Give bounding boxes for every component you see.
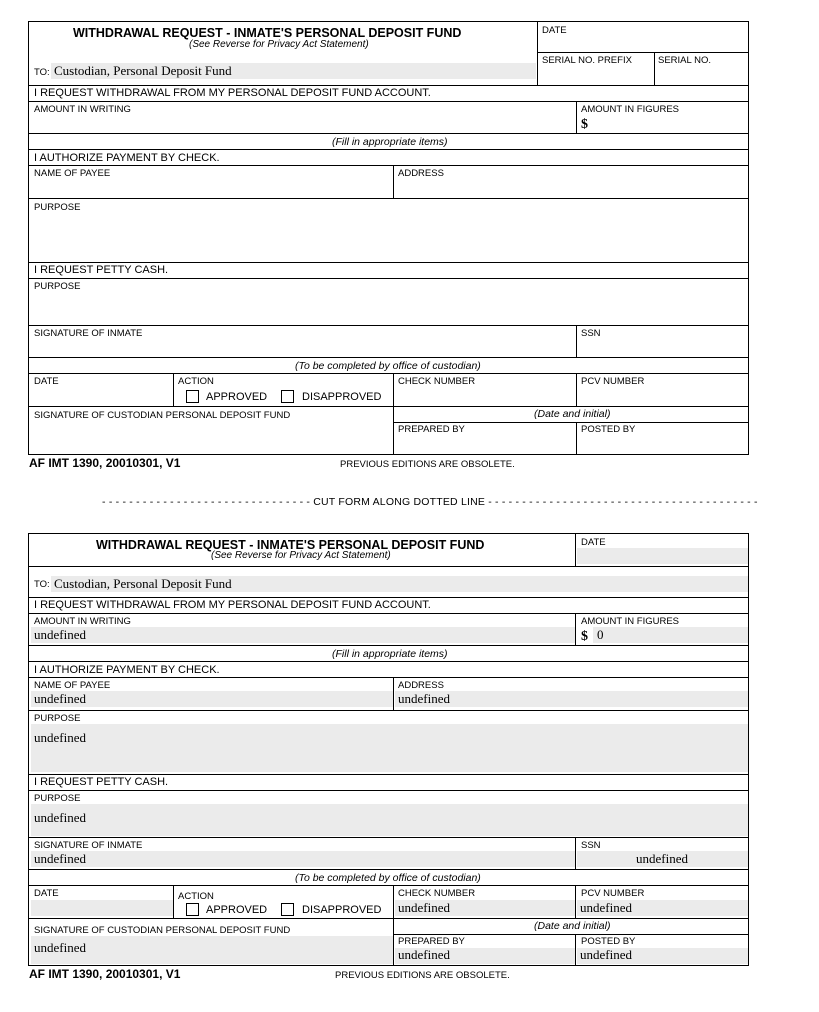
cut-line: - - - - - - - - - - - - - - - - - - - - - - - - - - - - - - - CUT FORM ALONG DOTTED LINE - - - - - - - - - - - - - - - - - - - - - - - - - - - - - - - - - - - - - - - - (102, 496, 758, 508)
top-action-label: ACTION (178, 376, 214, 387)
bottom-pcv-number-label: PCV NUMBER (581, 888, 645, 899)
top-to-label: TO: (34, 67, 50, 78)
top-petty-purpose-label: PURPOSE (34, 281, 81, 292)
top-disapproved-checkbox[interactable] (281, 390, 294, 403)
bottom-pcv-number-value: undefined (580, 900, 632, 915)
bottom-approved-checkbox[interactable] (186, 903, 199, 916)
bottom-address-label: ADDRESS (398, 680, 444, 691)
top-amount-figures-label: AMOUNT IN FIGURES (581, 104, 679, 115)
top-check-purpose-label: PURPOSE (34, 202, 81, 213)
bottom-amount-figures-field[interactable] (593, 627, 748, 643)
bottom-signature-inmate-value: undefined (34, 851, 86, 866)
bottom-date-initial-note: (Date and initial) (534, 920, 611, 932)
bottom-signature-inmate-label: SIGNATURE OF INMATE (34, 840, 143, 851)
bottom-payee-label: NAME OF PAYEE (34, 680, 111, 691)
top-form-title: WITHDRAWAL REQUEST - INMATE'S PERSONAL DEPOSIT FUND (73, 26, 462, 40)
bottom-check-number-label: CHECK NUMBER (398, 888, 476, 899)
bottom-fill-note: (Fill in appropriate items) (332, 648, 448, 660)
bottom-to-value: Custodian, Personal Deposit Fund (54, 576, 232, 591)
bottom-date-label: DATE (581, 537, 606, 548)
bottom-form-title: WITHDRAWAL REQUEST - INMATE'S PERSONAL DEPOSIT FUND (96, 538, 485, 552)
top-privacy-note: (See Reverse for Privacy Act Statement) (189, 39, 369, 50)
bottom-signature-inmate-field[interactable] (31, 851, 575, 867)
top-address-label: ADDRESS (398, 168, 444, 179)
bottom-petty-purpose-value: undefined (34, 810, 86, 825)
top-date2-label: DATE (34, 376, 59, 387)
bottom-date-field[interactable] (577, 548, 748, 564)
bottom-check-purpose-label: PURPOSE (34, 713, 81, 724)
top-prepared-by-label: PREPARED BY (398, 424, 465, 435)
top-form (28, 21, 749, 455)
top-dollar-sign: $ (581, 117, 588, 132)
bottom-date2-field[interactable] (31, 900, 173, 916)
bottom-obsolete-note: PREVIOUS EDITIONS ARE OBSOLETE. (335, 970, 510, 981)
bottom-ssn-value: undefined (636, 851, 688, 866)
bottom-custodian-note: (To be completed by office of custodian) (295, 872, 481, 884)
bottom-payee-value: undefined (34, 691, 86, 706)
bottom-form (28, 533, 749, 966)
top-check-number-label: CHECK NUMBER (398, 376, 476, 387)
bottom-ssn-label: SSN (581, 840, 601, 851)
top-ssn-label: SSN (581, 328, 601, 339)
bottom-privacy-note: (See Reverse for Privacy Act Statement) (211, 550, 391, 561)
top-authorize-check: I AUTHORIZE PAYMENT BY CHECK. (34, 152, 220, 164)
top-custodian-note: (To be completed by office of custodian) (295, 360, 481, 372)
bottom-amount-figures-value: 0 (597, 627, 604, 642)
bottom-disapproved-label: DISAPPROVED (302, 904, 382, 916)
bottom-address-value: undefined (398, 691, 450, 706)
top-to-value: Custodian, Personal Deposit Fund (54, 63, 232, 78)
bottom-petty-purpose-field[interactable] (31, 804, 748, 836)
bottom-amount-figures-label: AMOUNT IN FIGURES (581, 616, 679, 627)
top-request-withdrawal: I REQUEST WITHDRAWAL FROM MY PERSONAL DEPOSIT FUND ACCOUNT. (34, 87, 431, 99)
top-fill-note: (Fill in appropriate items) (332, 136, 448, 148)
top-disapproved-label: DISAPPROVED (302, 391, 382, 403)
bottom-amount-writing-value: undefined (34, 627, 86, 642)
top-signature-inmate-label: SIGNATURE OF INMATE (34, 328, 143, 339)
top-obsolete-note: PREVIOUS EDITIONS ARE OBSOLETE. (340, 459, 515, 470)
bottom-check-number-value: undefined (398, 900, 450, 915)
bottom-dollar-sign: $ (581, 629, 588, 644)
top-petty-cash: I REQUEST PETTY CASH. (34, 264, 169, 276)
top-payee-label: NAME OF PAYEE (34, 168, 111, 179)
bottom-check-purpose-field[interactable] (31, 724, 748, 772)
bottom-signature-custodian-value: undefined (34, 940, 86, 955)
bottom-disapproved-checkbox[interactable] (281, 903, 294, 916)
bottom-authorize-check: I AUTHORIZE PAYMENT BY CHECK. (34, 664, 220, 676)
bottom-posted-by-label: POSTED BY (581, 936, 636, 947)
bottom-to-label: TO: (34, 579, 50, 590)
top-amount-writing-label: AMOUNT IN WRITING (34, 104, 131, 115)
top-date-label: DATE (542, 25, 567, 36)
top-pcv-number-label: PCV NUMBER (581, 376, 645, 387)
top-posted-by-label: POSTED BY (581, 424, 636, 435)
bottom-action-label: ACTION (178, 891, 214, 902)
top-approved-checkbox[interactable] (186, 390, 199, 403)
top-serial-no-label: SERIAL NO. (658, 55, 711, 66)
top-date-initial-note: (Date and initial) (534, 408, 611, 420)
bottom-petty-purpose-label: PURPOSE (34, 793, 81, 804)
bottom-prepared-by-label: PREPARED BY (398, 936, 465, 947)
bottom-approved-label: APPROVED (206, 904, 268, 916)
bottom-request-withdrawal: I REQUEST WITHDRAWAL FROM MY PERSONAL DEPOSIT FUND ACCOUNT. (34, 599, 431, 611)
bottom-date2-label: DATE (34, 888, 59, 899)
bottom-signature-custodian-label: SIGNATURE OF CUSTODIAN PERSONAL DEPOSIT FUND (34, 925, 291, 936)
bottom-prepared-by-value: undefined (398, 947, 450, 962)
bottom-posted-by-value: undefined (580, 947, 632, 962)
bottom-check-purpose-value: undefined (34, 730, 86, 745)
top-form-id: AF IMT 1390, 20010301, V1 (29, 456, 181, 470)
bottom-form-id: AF IMT 1390, 20010301, V1 (29, 967, 181, 981)
top-serial-prefix-label: SERIAL NO. PREFIX (542, 55, 632, 66)
bottom-petty-cash: I REQUEST PETTY CASH. (34, 776, 169, 788)
bottom-amount-writing-field[interactable] (31, 627, 575, 643)
bottom-amount-writing-label: AMOUNT IN WRITING (34, 616, 131, 627)
top-approved-label: APPROVED (206, 391, 268, 403)
top-signature-custodian-label: SIGNATURE OF CUSTODIAN PERSONAL DEPOSIT FUND (34, 410, 291, 421)
